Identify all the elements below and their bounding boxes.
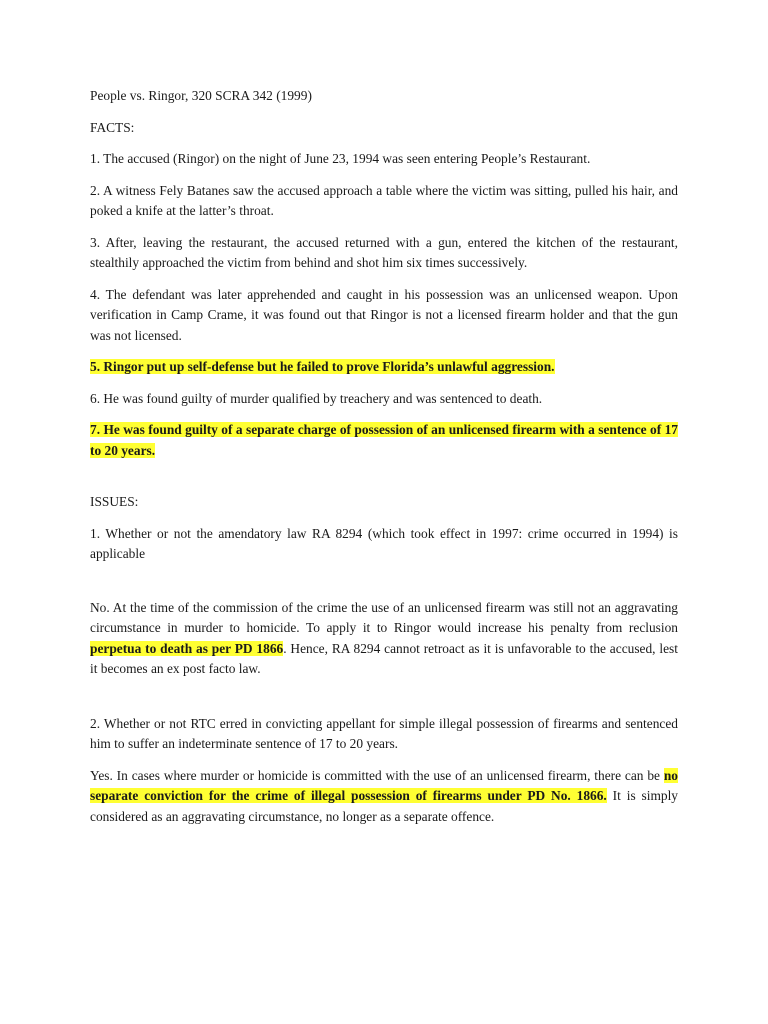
issue-1-answer (90, 598, 678, 680)
fact-2: 2. A witness Fely Batanes saw the accused approach a table where the victim was sitting, pulled his hair, and poked a knife at the latter’s throat. (90, 182, 678, 218)
spacer (90, 576, 678, 598)
issue-1-answer-text: No. At the time of the commission of the crime the use of an unlicensed firearm was still not an aggravating circumstance in murder to homicide. To apply it to Ringor would increase his penalty from reclusion (90, 599, 678, 635)
facts-heading: FACTS: (90, 119, 135, 135)
issue-1-question: 1. Whether or not the amendatory law RA 8294 (which took effect in 1997: crime occurred in 1994) is applicable (90, 525, 678, 561)
fact-6: 6. He was found guilty of murder qualified by treachery and was sentenced to death. (90, 390, 543, 406)
fact-4: 4. The defendant was later apprehended and caught in his possession was an unlicensed weapon. Upon verification in Camp Crame, it was found out that Ringor is not a licensed firearm holder and that the gun was not licensed. (90, 286, 678, 343)
issue-2-answer-highlight: no separate conviction for the crime of illegal possession of firearms under PD No. 1866. (90, 767, 678, 803)
issue-2-answer-text: Yes. In cases where murder or homicide is committed with the use of an unlicensed firearm, there can be (90, 767, 664, 783)
fact-7-highlight: 7. He was found guilty of a separate charge of possession of an unlicensed firearm with a sentence of 17 to 20 years. (90, 422, 678, 458)
issue-2-answer-text-end: It is simply considered as an aggravating circumstance, no longer as a separate offence. (90, 788, 678, 824)
fact-7 (90, 420, 678, 461)
fact-1: 1. The accused (Ringor) on the night of June 23, 1994 was seen entering People’s Restaurant. (90, 151, 591, 166)
spacer (90, 472, 678, 492)
spacer (90, 691, 678, 714)
document-page (90, 86, 678, 838)
issues-heading: ISSUES: (90, 494, 139, 509)
fact-5 (90, 357, 678, 378)
fact-3: 3. After, leaving the restaurant, the accused returned with a gun, entered the kitchen of the restaurant, stealthily approached the victim from behind and shot him six times successively. (90, 234, 678, 270)
issue-1-answer-highlight: perpetua to death as per PD 1866 (90, 640, 284, 656)
fact-5-highlight: 5. Ringor put up self-defense but he failed to prove Florida’s unlawful aggression. (90, 359, 555, 374)
issue-2-question: 2. Whether or not RTC erred in convicting appellant for simple illegal possession of firearms and sentenced him to suffer an indeterminate sentence of 17 to 20 years. (90, 715, 678, 751)
issue-2-answer (90, 766, 678, 828)
case-title: People vs. Ringor, 320 SCRA 342 (1999) (90, 88, 312, 103)
issue-1-answer-text-end: . Hence, RA 8294 cannot retroact as it is unfavorable to the accused, lest it becomes an ex post facto law. (90, 640, 678, 676)
